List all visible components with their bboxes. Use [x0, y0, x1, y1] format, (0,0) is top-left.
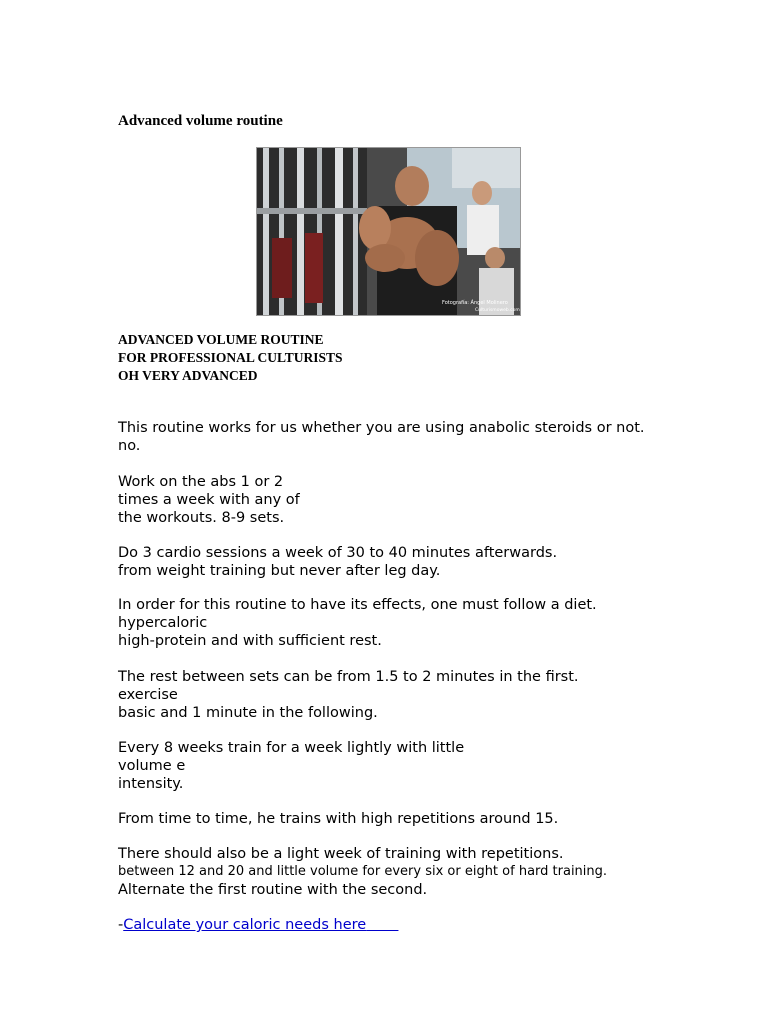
paragraph-steroids — [118, 419, 718, 455]
text-line: From time to time, he trains with high repetitions around 15. — [118, 811, 559, 827]
link-prefix: - — [118, 917, 124, 933]
paragraph-deload — [118, 739, 718, 793]
photo-credit-2: Culturismoweb.com — [475, 308, 520, 313]
paragraph-light-week — [118, 845, 718, 899]
headline-line: ADVANCED VOLUME ROUTINE — [118, 332, 324, 347]
link-trailing-underline[interactable] — [366, 917, 398, 933]
paragraph-high-reps — [118, 810, 718, 828]
text-line: Work on the abs 1 or 2 — [118, 474, 284, 490]
text-line: no. — [118, 438, 141, 454]
text-line: intensity. — [118, 776, 184, 792]
text-line: hypercaloric — [118, 615, 208, 631]
paragraph-diet — [118, 596, 718, 650]
headline-line: OH VERY ADVANCED — [118, 368, 258, 383]
bodybuilder-photo — [256, 147, 521, 316]
headline-block — [118, 331, 343, 385]
text-line: from weight training but never after leg day. — [118, 563, 441, 579]
document-title: Advanced volume routine — [118, 113, 283, 129]
text-line: In order for this routine to have its effects, one must follow a diet. — [118, 597, 597, 613]
paragraph-abs — [118, 473, 718, 527]
text-line: The rest between sets can be from 1.5 to 2 minutes in the first. — [118, 669, 579, 685]
text-line: Do 3 cardio sessions a week of 30 to 40 minutes afterwards. — [118, 545, 558, 561]
text-line: This routine works for us whether you are using anabolic steroids or not. — [118, 420, 645, 436]
text-line: high-protein and with sufficient rest. — [118, 633, 382, 649]
paragraph-rest — [118, 668, 718, 722]
text-line: Every 8 weeks train for a week lightly with little — [118, 740, 465, 756]
paragraph-cardio — [118, 544, 718, 580]
photo-credit-1: Fotografía: Ángel Molinero — [442, 300, 508, 306]
text-line: Alternate the first routine with the second. — [118, 882, 428, 898]
calorie-link-line — [118, 916, 398, 934]
text-line: the workouts. 8-9 sets. — [118, 510, 285, 526]
headline-line: FOR PROFESSIONAL CULTURISTS — [118, 350, 343, 365]
text-line: basic and 1 minute in the following. — [118, 705, 378, 721]
text-line: exercise — [118, 687, 178, 703]
text-line: There should also be a light week of training with repetitions. — [118, 846, 564, 862]
text-line: between 12 and 20 and little volume for every six or eight of hard training. — [118, 864, 608, 879]
text-line: volume e — [118, 758, 186, 774]
calorie-calculator-link[interactable]: Calculate your caloric needs here — [123, 917, 367, 933]
text-line: times a week with any of — [118, 492, 300, 508]
